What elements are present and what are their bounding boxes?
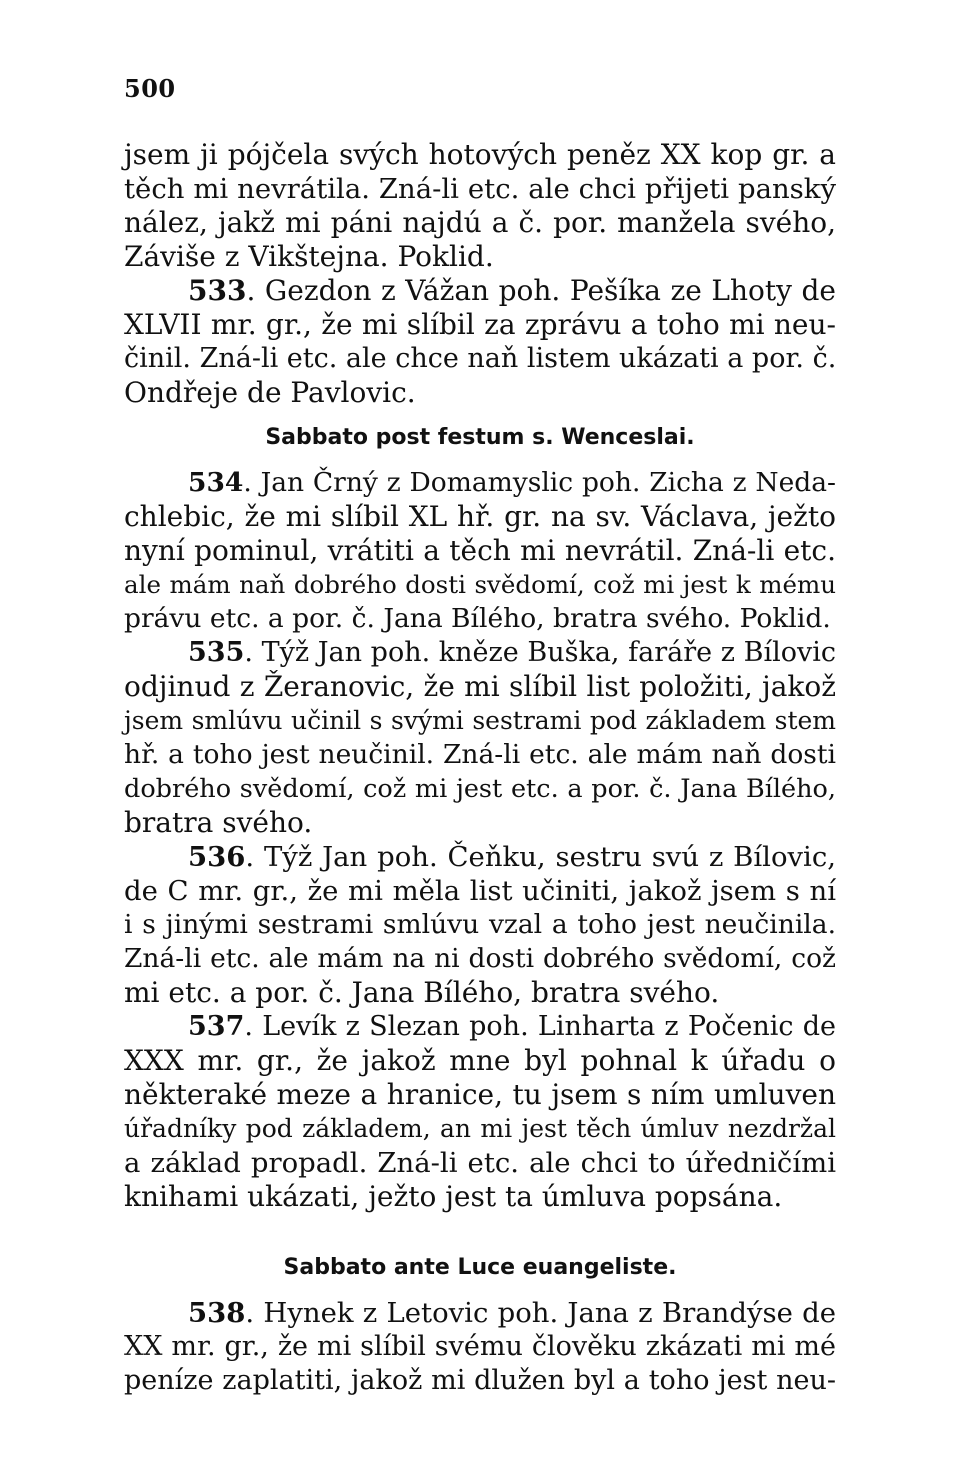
entry-535-first-line: 535. Týž Jan poh. kněze Buška, faráře z Bílovic (188, 637, 836, 668)
section-heading: Sabbato ante Luce euangeliste. (283, 1255, 677, 1280)
entry-534-first-line: 534. Jan Črný z Domamyslic poh. Zicha z Neda- (188, 467, 836, 498)
entry-number: 536 (188, 841, 246, 873)
text-line: peníze zaplatiti, jakož mi dlužen byl a toho jest neu- (124, 1365, 836, 1396)
text-line: i s jinými sestrami smlúvu vzal a toho jest neučinila. (124, 909, 836, 940)
text-line: Zná-li etc. ale mám na ni dosti dobrého svědomí, což (124, 943, 836, 974)
text-line: jsem ji pójčela svých hotových peněz XX kop gr. a (124, 138, 836, 171)
text-line: dobrého svědomí, což mi jest etc. a por. č. Jana Bílého, (124, 774, 836, 804)
text-line: nyní pominul, vrátiti a těch mi nevrátil. Zná-li etc. (124, 534, 836, 567)
text-line: právu etc. a por. č. Jana Bílého, bratra svého. Poklid. (124, 603, 831, 634)
entry-538-first-line: 538. Hynek z Letovic poh. Jana z Brandýse de (188, 1297, 836, 1329)
text-line: ale mám naň dobrého dosti svědomí, což mi jest k mému (124, 570, 836, 599)
entry-number: 535 (188, 637, 245, 668)
text-line: XXX mr. gr., že jakož mne byl pohnal k úřadu o (124, 1044, 836, 1077)
text-line: mi etc. a por. č. Jana Bílého, bratra svého. (124, 976, 720, 1009)
text-line: XX mr. gr., že mi slíbil svému člověku zkázati mi mé (124, 1331, 836, 1362)
entry-number: 537 (188, 1011, 245, 1042)
entry-533-first-line: 533. Gezdon z Vážan poh. Pešíka ze Lhoty de (188, 274, 836, 307)
entry-537-first-line: 537. Levík z Slezan poh. Linharta z Počenic de (188, 1011, 836, 1042)
entry-536-first-line: 536. Týž Jan poh. Čeňku, sestru svú z Bílovic, (188, 841, 836, 873)
text-line: Záviše z Vikštejna. Poklid. (124, 240, 494, 273)
text-line: de C mr. gr., že mi měla list učiniti, jakož jsem s ní (124, 875, 836, 907)
entry-number: 533 (188, 274, 247, 307)
text-line: bratra svého. (124, 806, 313, 839)
text-line: činil. Zná-li etc. ale chce naň listem ukázati a por. č. (124, 343, 837, 374)
text-line: Ondřeje de Pavlovic. (124, 376, 416, 409)
text-line: hř. a toho jest neučinil. Zná-li etc. ale mám naň dosti (124, 739, 836, 770)
entry-number: 538 (188, 1297, 246, 1329)
text-line: těch mi nevrátila. Zná-li etc. ale chci přijeti panský (124, 173, 836, 205)
text-line: XLVII mr. gr., že mi slíbil za zprávu a toho mi neu- (124, 308, 836, 341)
text-line: chlebic, že mi slíbil XL hř. gr. na sv. Václava, ježto (124, 500, 836, 533)
text-line: úřadníky pod základem, an mi jest těch úmluv nezdržal (124, 1114, 836, 1143)
text-line: knihami ukázati, ježto jest ta úmluva popsána. (124, 1180, 783, 1213)
entry-number: 534 (188, 467, 244, 498)
page-number: 500 (124, 74, 176, 103)
text-line: a základ propadl. Zná-li etc. ale chci to úředničími (124, 1147, 836, 1179)
text-line: odjinud z Žeranovic, že mi slíbil list položiti, jakož (124, 670, 836, 703)
section-heading: Sabbato post festum s. Wenceslai. (265, 425, 695, 450)
text-line: nález, jakž mi páni najdú a č. por. manžela svého, (124, 206, 836, 239)
text-line: některaké meze a hranice, tu jsem s ním umluven (124, 1078, 836, 1111)
text-line: jsem smlúvu učinil s svými sestrami pod základem stem (124, 706, 836, 735)
